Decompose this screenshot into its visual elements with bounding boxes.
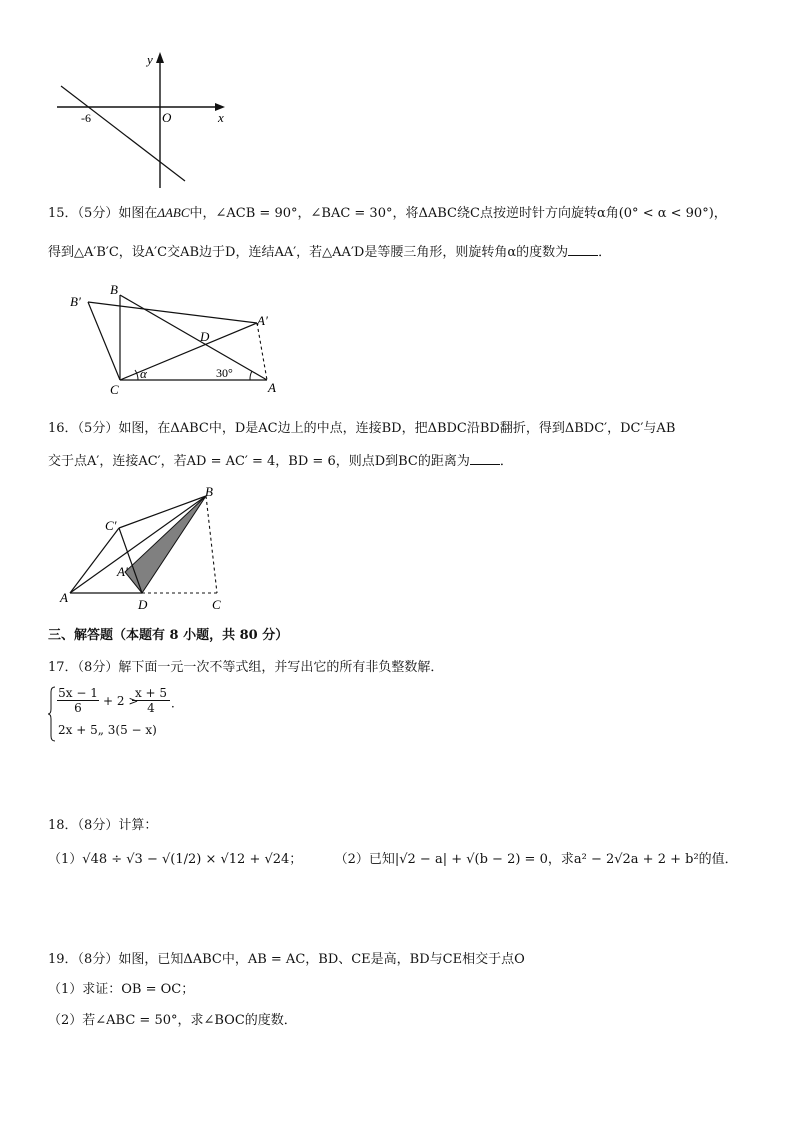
label-B: B [110, 282, 118, 297]
origin-label: O [162, 110, 172, 125]
q15-line1: 15．（5分）如图在ΔABC中，∠ACB = 90°，∠BAC = 30°，将ΔABC绕C点按逆时针方向旋转α角(0° < α < 90°)， [48, 205, 727, 221]
q19-part2: （2）若∠ABC = 50°，求∠BOC的度数． [48, 1013, 297, 1028]
inequality-system [48, 686, 248, 742]
q16-line1: 16．（5分）如图，在ΔABC中，D是AC边上的中点，连接BD，把ΔBDC沿BD翻折，得到ΔBDC′，DC′与AB [48, 421, 676, 436]
ineq1-middle: + 2 > [103, 694, 139, 708]
q16-figure [55, 480, 245, 615]
label-A: A [268, 380, 276, 395]
label-B-prime: B′ [70, 294, 81, 309]
fraction-2: $\frac{x + 5}{4}$ [132, 686, 170, 715]
label-A-prime: A′ [257, 313, 268, 328]
label-C-prime: C′ [105, 518, 117, 533]
tick-label: -6 [81, 111, 91, 125]
part1-expression: √48 ÷ √3 − √(1/2) × √12 + √24； [82, 852, 303, 867]
q19-part1: （1）求证：OB = OC； [48, 982, 195, 997]
label-B: B [205, 484, 213, 499]
answer-blank[interactable] [470, 452, 500, 465]
answer-blank[interactable] [568, 243, 598, 256]
label-C: C [212, 597, 221, 612]
label-alpha: α [140, 366, 147, 381]
section-title: 三、解答题（本题有 8 小题，共 80 分） [48, 628, 289, 643]
label-D: D [200, 329, 210, 344]
ineq1-end: ． [171, 696, 184, 710]
q16-line2: 交于点A′，连接AC′，若AD = AC′ = 4，BD = 6，则点D到BC的距离为 ． [48, 454, 513, 469]
ineq2: 2x + 5„ 3(5 − x) [58, 723, 157, 737]
q19-text: 19．（8分）如图，已知ΔABC中，AB = AC，BD、CE是高，BD与CE相交于点O [48, 952, 525, 967]
coordinate-graph [55, 50, 245, 195]
q18-text: 18．（8分）计算： [48, 818, 158, 833]
y-axis-arrow-icon [156, 52, 164, 63]
label-A: A [60, 590, 68, 605]
q17-text: 17．（8分）解下面一元一次不等式组，并写出它的所有非负整数解． [48, 660, 444, 675]
part2-expression: |√2 − a| + √(b − 2) = 0，求a² − 2√2a + 2 + b²的值． [394, 852, 738, 867]
q15-figure [60, 280, 290, 400]
x-axis-label: x [218, 110, 224, 125]
label-A-prime: A′ [117, 564, 128, 579]
label-D: D [138, 597, 148, 612]
function-line [61, 86, 185, 181]
label-30deg: 30° [216, 366, 233, 380]
q18-parts: （1）√48 ÷ √3 − √(1/2) × √12 + √24； （2）已知|√2 − a| + √(b − 2) = 0，求a² − 2√2a + 2 + b²的值． [48, 852, 738, 867]
brace-icon [48, 686, 56, 742]
fraction-1: $\frac{5x - 1}{6}$ [58, 686, 98, 715]
y-axis-label: y [147, 52, 153, 67]
label-C: C [110, 382, 119, 397]
q15-line2: 得到△A′B′C，设A′C交AB边于D，连结AA′，若△AA′D是等腰三角形，则旋转角α的度数为 ． [48, 245, 612, 260]
